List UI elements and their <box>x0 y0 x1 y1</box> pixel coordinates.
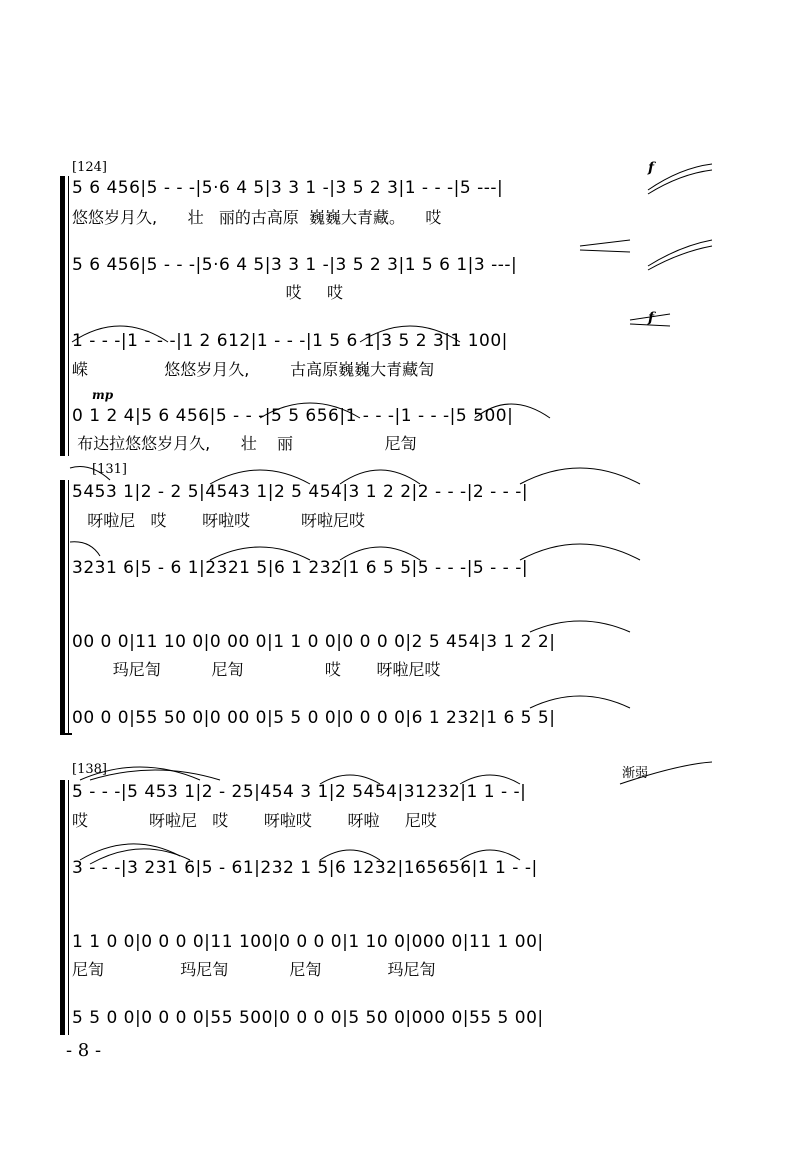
slur-lines <box>60 460 715 740</box>
system-1 <box>60 160 715 460</box>
staff-2-notes: 3231 6|5 - 6 1|2321 5|6 1 232|1 6 5 5|5 - - -|5 - - -| <box>72 558 529 578</box>
staff-1-notes: 5453 1|2 - 2 5|4543 1|2 5 454|3 1 2 2|2 - - -|2 - - -| <box>72 482 529 502</box>
staff-3-lyrics: 嵘 悠悠岁月久, 古高原巍巍大青藏訇 <box>72 360 435 379</box>
dynamic-mark: f <box>648 160 655 176</box>
staff-3-lyrics: 尼訇 玛尼訇 尼訇 玛尼訇 <box>72 960 436 979</box>
dynamic-mark: mp <box>92 388 114 402</box>
measure-number: [131] <box>92 462 127 477</box>
staff-3-notes: 1 - - -|1 - - -|1 2 612|1 - - -|1 5 6 1|3 5 2 3|1 100| <box>72 331 508 351</box>
staff-2-lyrics: 哎 哎 <box>72 283 344 302</box>
staff-1-notes: 5 6 456|5 - - -|5·6 4 5|3 3 1 -|3 5 2 3|1 - - -|5 ---| <box>72 178 504 198</box>
diminuendo-direction: 渐弱 <box>622 766 649 781</box>
page-number: - 8 - <box>66 1040 102 1061</box>
staff-3-notes: 00 0 0|11 10 0|0 00 0|1 1 0 0|0 0 0 0|2 5 454|3 1 2 2| <box>72 632 556 652</box>
staff-4-notes: 00 0 0|55 50 0|0 00 0|5 5 0 0|0 0 0 0|6 1 232|1 6 5 5| <box>72 708 556 728</box>
staff-4-notes: 0 1 2 4|5 6 456|5 - - -|5 5 656|1 - - -|1 - - -|5 500| <box>72 406 514 426</box>
measure-number: [138] <box>72 762 107 777</box>
slur-lines <box>60 160 715 460</box>
staff-2-notes: 5 6 456|5 - - -|5·6 4 5|3 3 1 -|3 5 2 3|1 5 6 1|3 ---| <box>72 255 518 275</box>
staff-1-lyrics: 呀啦尼 哎 呀啦哎 呀啦尼哎 <box>72 511 365 530</box>
measure-number: [124] <box>72 160 107 175</box>
staff-1-notes: 5 - - -|5 453 1|2 - 25|454 3 1|2 5454|31232|1 1 - -| <box>72 782 527 802</box>
dynamic-mark: f <box>648 310 655 326</box>
system-2 <box>60 460 715 740</box>
staff-2-notes: 3 - - -|3 231 6|5 - 61|232 1 5|6 1232|165656|1 1 - -| <box>72 858 538 878</box>
staff-1-lyrics: 悠悠岁月久, 壮 丽的古高原 巍巍大青藏。 哎 <box>72 208 442 227</box>
slur-lines <box>60 760 715 1040</box>
staff-4-notes: 5 5 0 0|0 0 0 0|55 500|0 0 0 0|5 50 0|000 0|55 5 00| <box>72 1008 544 1028</box>
staff-1-lyrics: 哎 呀啦尼 哎 呀啦哎 呀啦 尼哎 <box>72 811 437 830</box>
system-3 <box>60 760 715 1040</box>
staff-3-notes: 1 1 0 0|0 0 0 0|11 100|0 0 0 0|1 10 0|000 0|11 1 00| <box>72 932 544 952</box>
staff-4-lyrics: 布达拉悠悠岁月久, 壮 丽 尼訇 <box>72 434 417 453</box>
staff-3-lyrics: 玛尼訇 尼訇 哎 呀啦尼哎 <box>72 660 441 679</box>
